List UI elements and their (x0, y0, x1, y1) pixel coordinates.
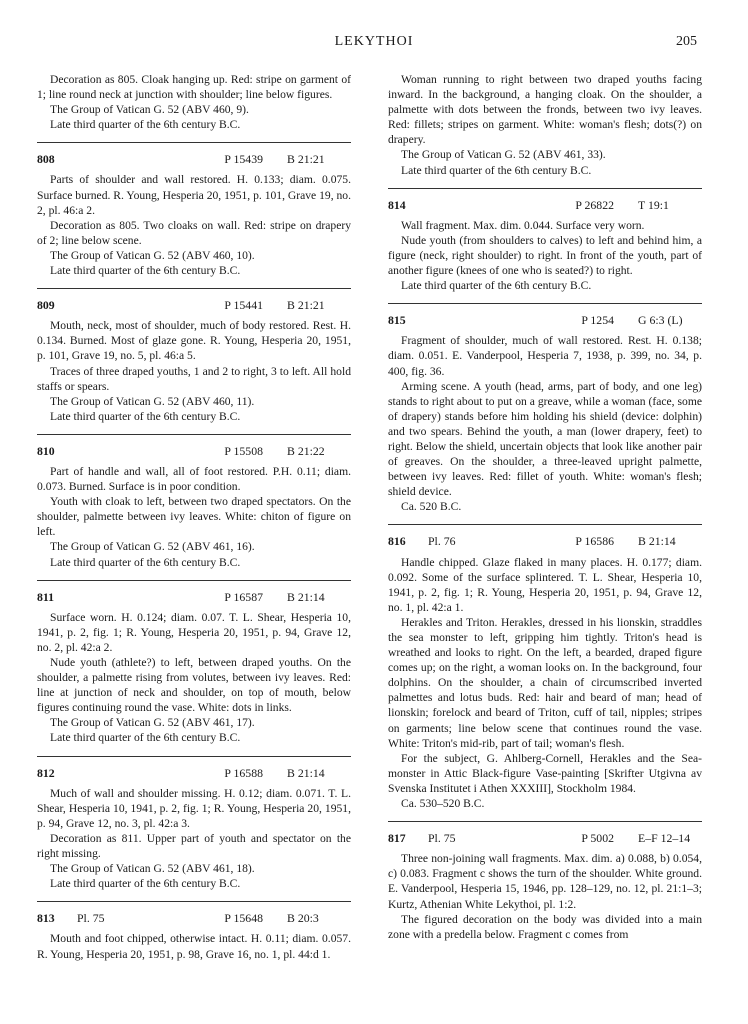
entry-number: 810 (37, 443, 55, 458)
inventory-number: P 15441 (224, 298, 263, 313)
paragraph: Parts of shoulder and wall restored. H. 0.133; diam. 0.075. Surface burned. R. Young, Hesperia 20, 1951, p. 101, Grave 19, no. 2, pl. 46:a 2. (37, 173, 351, 217)
entry-number: 812 (37, 765, 55, 780)
spacer (37, 746, 351, 750)
entry-header (37, 298, 351, 313)
deposit-location: B 21:21 (287, 298, 325, 313)
entry-divider (37, 580, 351, 581)
deposit-location: T 19:1 (638, 197, 669, 212)
paragraph: The Group of Vatican G. 52 (ABV 461, 18). (50, 862, 255, 876)
inventory-number: P 5002 (581, 831, 614, 846)
entry-divider (37, 288, 351, 289)
entry-divider (388, 303, 702, 304)
date-line: Late third quarter of the 6th century B.C. (50, 555, 241, 569)
paragraph: Mouth, neck, most of shoulder, much of body restored. Rest. H. 0.134. Burned. Most of glaze gone. R. Young, Hesperia 20, 1951, p. 101, Grave 19, no. 5, pl. 46:a 5. (37, 319, 351, 363)
paragraph: Three non-joining wall fragments. Max. dim. a) 0.088, b) 0.054, c) 0.083. Fragment c shows the turn of the shoulder. White ground. E. Vanderpool, Hesperia 15, 1946, pp. 128–129, no. 12, pl. 21:1–3; Kurtz, Athenian White Lekythoi, pl. 1:2. (388, 852, 702, 911)
deposit-location: B 21:14 (287, 589, 325, 604)
deposit-location: G 6:3 (L) (638, 313, 683, 328)
date-line: Late third quarter of the 6th century B.C. (401, 279, 592, 293)
inventory-number: P 16588 (224, 765, 263, 780)
paragraph: Surface worn. H. 0.124; diam. 0.07. T. L. Shear, Hesperia 10, 1941, p. 2, fig. 1; R. Young, Hesperia 20, 1951, p. 94, Grave 12, no. 2, pl. 42:a 2. (37, 610, 351, 654)
deposit-location: E–F 12–14 (638, 831, 691, 846)
paragraph: Woman running to right between two draped youths facing inward. In the background, a hanging cloak. On the shoulder, a palmette with dots between the fronds, between two ivy leaves. Red: fillets; stripes on garment. White: woman's flesh; dots(?) on drapery. (388, 73, 702, 147)
entry-number: 815 (388, 313, 406, 328)
spacer (388, 942, 702, 946)
left-column (37, 72, 351, 966)
entry-number: 811 (37, 589, 55, 604)
paragraph: The Group of Vatican G. 52 (ABV 460, 9). (50, 103, 249, 117)
paragraph: Traces of three draped youths, 1 and 2 to right, 3 to left. All hold staffs or spears. (37, 364, 351, 393)
entry-divider (37, 756, 351, 757)
entry-divider (388, 188, 702, 189)
spacer (37, 278, 351, 282)
entry-number: 816 (388, 534, 406, 549)
entry-header (388, 534, 702, 549)
paragraph: The Group of Vatican G. 52 (ABV 461, 33). (401, 148, 606, 162)
spacer (37, 424, 351, 428)
date-line: Late third quarter of the 6th century B.C. (401, 163, 592, 177)
paragraph: The Group of Vatican G. 52 (ABV 461, 17). (50, 716, 255, 730)
date-line: Ca. 520 B.C. (401, 500, 462, 514)
entry-divider (37, 901, 351, 902)
entry-header (37, 766, 351, 781)
deposit-location: B 21:21 (287, 152, 325, 167)
spacer (37, 962, 351, 966)
deposit-location: B 20:3 (287, 911, 319, 926)
spacer (388, 514, 702, 518)
date-line: Late third quarter of the 6th century B.C. (50, 877, 241, 891)
entry-header (37, 911, 351, 926)
entry-header (37, 152, 351, 167)
entry-number: 813 (37, 911, 55, 926)
paragraph: The figured decoration on the body was divided into a main zone with a predella below. Fragment c comes from (388, 912, 702, 941)
paragraph: The Group of Vatican G. 52 (ABV 461, 16). (50, 540, 255, 554)
deposit-location: B 21:22 (287, 443, 325, 458)
deposit-location: B 21:14 (287, 765, 325, 780)
paragraph: Nude youth (from shoulders to calves) to left and behind him, a figure (neck, right shoulder) to right. In front of the youth, part of another figure (knees of one who is seated?) to right. (388, 233, 702, 278)
entry-divider (37, 142, 351, 143)
entry-divider (388, 524, 702, 525)
paragraph: Herakles and Triton. Herakles, dressed in his lionskin, straddles the sea monster to left, gripping him tightly. Triton's head is wreathed and looks to right. On the left, a bearded, draped figure comes up; on the right, a woman looks on. In the background, four dolphins. On the shoulder, a chain of circumscribed inverted palmettes and lotus buds. Red: hair and beard of man; head of lionskin; forelock and beard of Triton, cuff of tail, nipples; stripes on garments; line below scene that continues round the vase. White: Triton's mid-rib, part of tail; woman's flesh. (388, 615, 702, 750)
paragraph: Mouth and foot chipped, otherwise intact. H. 0.11; diam. 0.057. R. Young, Hesperia 20, 1951, p. 98, Grave 16, no. 1, pl. 44:d 1. (37, 932, 351, 961)
entry-divider (388, 821, 702, 822)
spacer (37, 132, 351, 136)
entry-header (388, 831, 702, 846)
paragraph: Decoration as 805. Cloak hanging up. Red: stripe on garment of 1; line round neck at junction with shoulder; line below figures. (37, 73, 351, 102)
inventory-number: P 16586 (575, 534, 614, 549)
entry-header (388, 198, 702, 213)
date-line: Late third quarter of the 6th century B.C. (50, 264, 241, 278)
entry-number: 809 (37, 298, 55, 313)
date-line: Late third quarter of the 6th century B.C. (50, 409, 241, 423)
paragraph: Arming scene. A youth (head, arms, part of body, and one leg) stands to right about to put on a greave, while a woman (face, some of drapery) stands before him holding his shield (device: dolphin) and two spears. Behind the youth, a man (lower drapery, feet) to right. Below the shield, uncertain objects that look like another pair of greaves. On the shoulder, a three-leaved upright palmette, between ivy leaves. Red: fillet of youth. White: woman's flesh; shield device. (388, 379, 702, 499)
date-line: Late third quarter of the 6th century B.C. (50, 118, 241, 132)
entry-header (37, 444, 351, 459)
paragraph: Fragment of shoulder, much of wall restored. Rest. H. 0.138; diam. 0.051. E. Vanderpool, Hesperia 7, 1938, p. 399, no. 34, p. 400, fig. 36. (388, 334, 702, 378)
entry-number: 817 (388, 831, 406, 846)
inventory-number: P 26822 (575, 197, 614, 212)
inventory-number: P 15439 (224, 152, 263, 167)
paragraph: Decoration as 805. Two cloaks on wall. Red: stripe on drapery of 2; line below scene. (37, 218, 351, 247)
inventory-number: P 15508 (224, 443, 263, 458)
running-head: LEKYTHOI (334, 34, 414, 49)
entry-divider (37, 434, 351, 435)
paragraph: Part of handle and wall, all of foot restored. P.H. 0.11; diam. 0.073. Burned. Surface is in poor condition. (37, 464, 351, 494)
inventory-number: P 1254 (581, 313, 614, 328)
spacer (388, 811, 702, 815)
paragraph: Handle chipped. Glaze flaked in many places. H. 0.177; diam. 0.092. Some of the surface splintered. T. L. Shear, Hesperia 10, 1941, p. 2, fig. 1; R. Young, Hesperia 20, 1951, p. 94, Grave 12, no. 1, pl. 42:a 1. (388, 555, 702, 614)
right-column (388, 72, 702, 946)
entry-header (37, 590, 351, 605)
entry-number: 814 (388, 197, 406, 212)
paragraph: Youth with cloak to left, between two draped spectators. On the shoulder, palmette between ivy leaves. White: chiton of figure on left. (37, 495, 351, 539)
spacer (37, 891, 351, 895)
paragraph: The Group of Vatican G. 52 (ABV 460, 10). (50, 248, 255, 262)
plate-ref: Pl. 75 (77, 911, 105, 926)
spacer (388, 293, 702, 297)
spacer (388, 178, 702, 182)
inventory-number: P 16587 (224, 589, 263, 604)
page-number: 205 (676, 34, 697, 49)
paragraph: Nude youth (athlete?) to left, between draped youths. On the shoulder, a palmette rising from volutes, between ivy leaves. Red: line at junction of neck and shoulder, on top of mouth, below figures continuing round the vase. White: dots in links. (37, 656, 351, 715)
entry-header (388, 313, 702, 328)
deposit-location: B 21:14 (638, 534, 676, 549)
paragraph: Wall fragment. Max. dim. 0.044. Surface very worn. (401, 218, 645, 232)
date-line: Ca. 530–520 B.C. (401, 797, 485, 811)
paragraph: Decoration as 811. Upper part of youth and spectator on the right missing. (37, 831, 351, 861)
entry-number: 808 (37, 152, 55, 167)
spacer (37, 570, 351, 574)
date-line: Late third quarter of the 6th century B.C. (50, 731, 241, 745)
inventory-number: P 15648 (224, 911, 263, 926)
paragraph: The Group of Vatican G. 52 (ABV 460, 11). (50, 394, 255, 408)
plate-ref: Pl. 76 (428, 534, 456, 549)
paragraph: Much of wall and shoulder missing. H. 0.12; diam. 0.071. T. L. Shear, Hesperia 10, 1941, p. 2, fig. 1; R. Young, Hesperia 20, 1951, p. 94, Grave 12, no. 3, pl. 42:a 3. (37, 786, 351, 830)
plate-ref: Pl. 75 (428, 831, 456, 846)
paragraph: For the subject, G. Ahlberg-Cornell, Herakles and the Sea-monster in Attic Black-figure Vase-painting [Skrifter Utgivna av Svenska Institutet i Athen XXXIII], Stockholm 1984. (388, 751, 702, 795)
